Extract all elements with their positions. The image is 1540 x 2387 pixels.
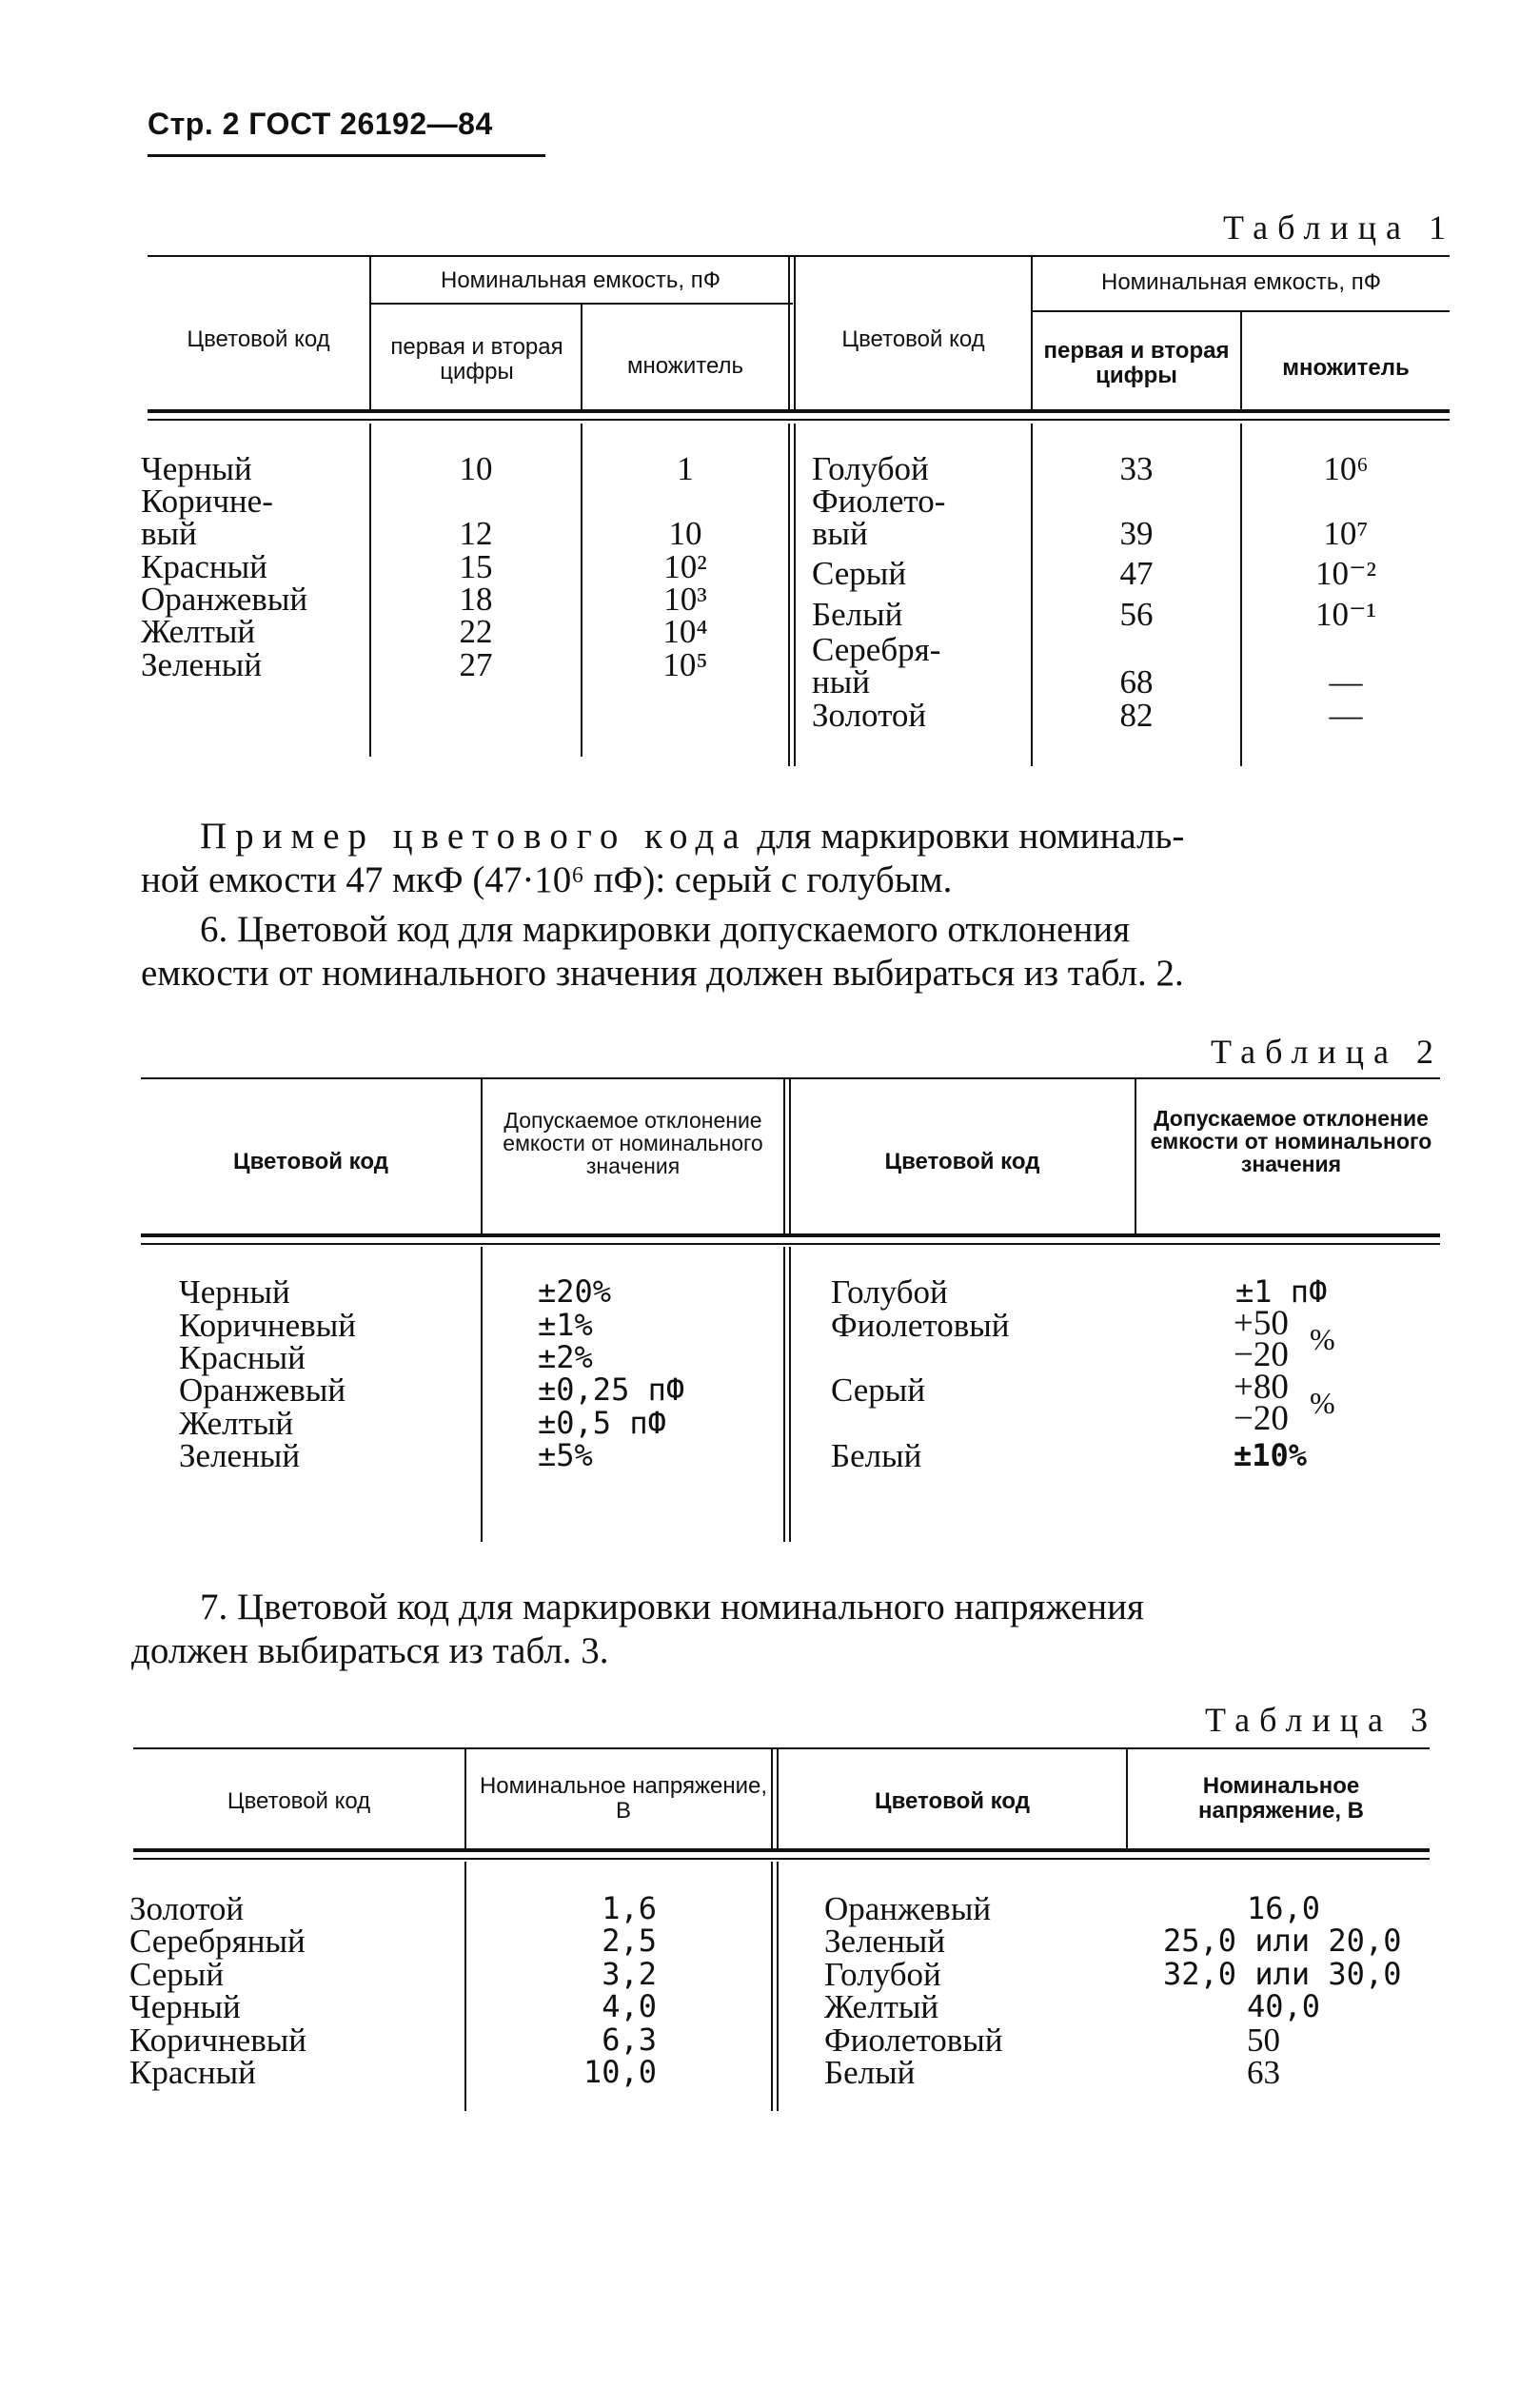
table2-left-value: ±0,5 пФ — [538, 1405, 666, 1441]
table2-right-name: Фиолетовый — [831, 1307, 1010, 1344]
table3-right-name: Голубой — [824, 1956, 941, 1993]
table3-caption-word: Таблица — [1205, 1701, 1392, 1739]
table1-right-name: Голубой — [812, 450, 929, 487]
table3-left-name: Серебряный — [129, 1923, 306, 1960]
table3-head-rule — [133, 1848, 1430, 1852]
table3-left-name: Черный — [129, 1988, 241, 2025]
table1-right-name: Золотой — [812, 697, 927, 734]
table1-right-mult: 10⁶ — [1323, 450, 1369, 487]
table1-right-digits: 33 — [1119, 450, 1154, 487]
table1-head-rule — [148, 409, 1450, 413]
table2-h-color-code-left: Цветовой код — [233, 1149, 388, 1174]
table1-left-digits: 12 — [459, 515, 493, 552]
table2-left-name: Коричневый — [179, 1307, 356, 1344]
table2-caption — [1211, 1032, 1433, 1072]
table2-left-name: Зеленый — [179, 1437, 301, 1474]
item6-line-2: емкости от номинального значения должен выбираться из табл. 2. — [141, 953, 1184, 994]
table3-left-value: 4,0 — [602, 1988, 657, 2024]
table1-h-multiplier-right: множитель — [1282, 355, 1410, 381]
table3-vline-1h — [464, 1749, 466, 1848]
table3-left-name: Золотой — [129, 1890, 245, 1927]
table1-left-name: Красный — [141, 548, 267, 585]
table1-right-digits: 39 — [1119, 515, 1154, 552]
table1-left-mult: 10³ — [663, 581, 707, 618]
table1-right-mult: — — [1329, 697, 1363, 734]
table2-left-value: ±0,25 пФ — [538, 1371, 685, 1408]
table3-top-rule — [133, 1747, 1430, 1749]
table2-h-tolerance-right: Допускаемое отклонение емкости от номинального значения — [1150, 1106, 1432, 1176]
table2-h-tolerance-left: Допускаемое отклонение емкости от номинального значения — [503, 1108, 763, 1178]
table3-left-value: 3,2 — [602, 1956, 657, 1992]
table1-right-name: Белый — [812, 596, 903, 633]
table1-left-name: Желтый — [141, 613, 256, 650]
table1-right-name: ный — [812, 663, 870, 700]
table3-head-rule-2 — [133, 1858, 1430, 1860]
table2-right-name: Голубой — [831, 1273, 948, 1311]
header-rule — [148, 154, 545, 157]
table1-left-name: Оранжевый — [141, 581, 308, 618]
table1-caption-word: Таблица — [1223, 208, 1411, 247]
item6-line-1: 6. Цветовой код для маркировки допускаемого отклонения — [200, 909, 1131, 950]
table2-vline-1h — [481, 1079, 483, 1233]
table1-h-color-code-right: Цветовой код — [841, 326, 985, 352]
table1-caption-num: 1 — [1428, 208, 1446, 247]
table3-vline-2h — [771, 1749, 779, 1848]
table2-right-value-unit: % — [1310, 1386, 1335, 1420]
table3-right-value: 63 — [1247, 2054, 1280, 2091]
table2-right-value: ±10% — [1234, 1437, 1308, 1473]
table2-vline-2 — [783, 1247, 791, 1542]
table3-left-value: 1,6 — [602, 1890, 657, 1926]
example-rest: для маркировки номиналь- — [757, 816, 1185, 857]
table3-right-value: 25,0 или 20,0 — [1163, 1923, 1402, 1959]
table1-right-digits: 47 — [1119, 555, 1154, 592]
table3-left-name: Красный — [129, 2054, 256, 2091]
table2-right-value: ±1 пФ — [1235, 1273, 1328, 1310]
table1-left-mult: 10⁵ — [662, 646, 708, 683]
table2-right-value-top: +50 — [1234, 1304, 1289, 1343]
table2-right-value-bottom: −20 — [1234, 1399, 1289, 1438]
table1-left-digits: 18 — [459, 581, 493, 618]
table2-head-rule — [141, 1233, 1440, 1237]
example-paragraph-line-1 — [200, 815, 1184, 858]
table2-right-value-bottom: −20 — [1234, 1335, 1289, 1374]
table1-right-name: Серый — [812, 555, 907, 592]
table3-right-name: Белый — [824, 2054, 916, 2091]
table1-right-mult: — — [1329, 663, 1363, 700]
table1-h-nominal-right: Номинальная емкость, пФ — [1101, 269, 1381, 295]
table1-left-name: Зеленый — [141, 646, 263, 683]
table1-right-mult: 10⁻¹ — [1315, 596, 1376, 633]
table2-h-color-code-right: Цветовой код — [884, 1149, 1040, 1174]
table1-left-name: вый — [141, 515, 197, 552]
table3-right-value: 32,0 или 30,0 — [1163, 1956, 1402, 1992]
table1-left-mult: 1 — [677, 450, 694, 487]
table2-right-name: Серый — [831, 1371, 926, 1409]
table3-right-name: Желтый — [824, 1988, 939, 2025]
table1-vline-3 — [788, 424, 796, 766]
table2-left-name: Черный — [179, 1273, 290, 1311]
table1-head-rule-2 — [148, 419, 1450, 421]
example-emphasis: Пример цветового кода — [200, 816, 748, 857]
table3-left-value: 6,3 — [602, 2022, 657, 2058]
table3-left-value: 10,0 — [582, 2054, 657, 2090]
table2-right-name: Белый — [831, 1437, 922, 1474]
table1-right-mult: 10⁻² — [1315, 555, 1376, 592]
table1-right-name: вый — [812, 515, 868, 552]
table3-right-name: Фиолетовый — [824, 2022, 1003, 2059]
table3-vline-1 — [464, 1862, 466, 2111]
table1-right-digits: 82 — [1119, 697, 1154, 734]
table2-vline-3h — [1135, 1079, 1136, 1233]
table2-head-rule-2 — [141, 1243, 1440, 1245]
table3-caption-num: 3 — [1410, 1701, 1428, 1739]
table1-right-digits: 56 — [1119, 596, 1154, 633]
table3-right-value: 16,0 — [1247, 1890, 1321, 1926]
table2-right-value-top: +80 — [1234, 1368, 1289, 1407]
table3-right-value: 40,0 — [1247, 1988, 1321, 2024]
table1-caption — [1223, 207, 1446, 247]
table2-vline-1 — [481, 1247, 483, 1542]
table2-caption-word: Таблица — [1211, 1033, 1398, 1071]
table3-h-color-code-right: Цветовой код — [875, 1788, 1030, 1814]
table3-left-name: Серый — [129, 1956, 225, 1993]
table1-top-rule — [148, 255, 1450, 257]
item7-line-1: 7. Цветовой код для маркировки номинального напряжения — [200, 1587, 1144, 1628]
table2-left-value: ±5% — [538, 1437, 593, 1473]
table1-left-digits: 27 — [459, 646, 493, 683]
table3-right-name: Зеленый — [824, 1923, 946, 1960]
table1-left-digits: 22 — [459, 613, 493, 650]
table2-left-name: Желтый — [179, 1405, 294, 1442]
table3-vline-2 — [771, 1862, 779, 2111]
table2-left-value: ±20% — [538, 1273, 612, 1310]
table2-left-value: ±2% — [538, 1339, 593, 1375]
table2-left-value: ±1% — [538, 1307, 593, 1343]
table3-h-voltage-left: Номинальное напряжение, В — [479, 1773, 768, 1824]
table2-right-value-unit: % — [1310, 1322, 1335, 1356]
item7-line-2: должен выбираться из табл. 3. — [131, 1630, 609, 1671]
table1-left-digits: 10 — [459, 450, 493, 487]
table2-left-name: Красный — [179, 1339, 306, 1376]
table1-h-digits-left: первая и вторая цифры — [390, 334, 563, 385]
table1-h-color-code-left: Цветовой код — [187, 326, 330, 352]
page-header: Стр. 2 ГОСТ 26192—84 — [148, 107, 493, 141]
table1-left-mult: 10 — [668, 515, 702, 552]
table1-right-name: Фиолето- — [812, 483, 946, 520]
table3-vline-3h — [1126, 1749, 1128, 1848]
table3-caption — [1205, 1700, 1428, 1740]
table3-left-value: 2,5 — [602, 1923, 657, 1959]
table1-left-name: Черный — [141, 450, 252, 487]
table2-left-name: Оранжевый — [179, 1371, 346, 1409]
table1-left-mult: 10² — [663, 548, 707, 585]
table1-h-nominal-left: Номинальная емкость, пФ — [441, 267, 721, 293]
table1-left-mult: 10⁴ — [662, 613, 708, 650]
table1-right-digits: 68 — [1119, 663, 1154, 700]
table3-left-name: Коричневый — [129, 2022, 306, 2059]
example-paragraph-line-2: ной емкости 47 мкФ (47·10⁶ пФ): серый с голубым. — [141, 859, 953, 900]
table1-right-name: Серебря- — [812, 631, 941, 668]
table1-left-name: Коричне- — [141, 483, 273, 520]
table3-right-name: Оранжевый — [824, 1890, 992, 1927]
table3-right-value: 50 — [1247, 2022, 1280, 2059]
table3-h-color-code-left: Цветовой код — [227, 1788, 371, 1814]
table1-left-digits: 15 — [459, 548, 493, 585]
table1-h-digits-right: первая и вторая цифры — [1043, 338, 1230, 388]
table1-right-mult: 10⁷ — [1323, 515, 1369, 552]
table2-caption-num: 2 — [1415, 1033, 1433, 1071]
table1-h-multiplier-left: множитель — [626, 353, 744, 379]
table3-h-voltage-right: Номинальное напряжение, В — [1198, 1773, 1364, 1824]
